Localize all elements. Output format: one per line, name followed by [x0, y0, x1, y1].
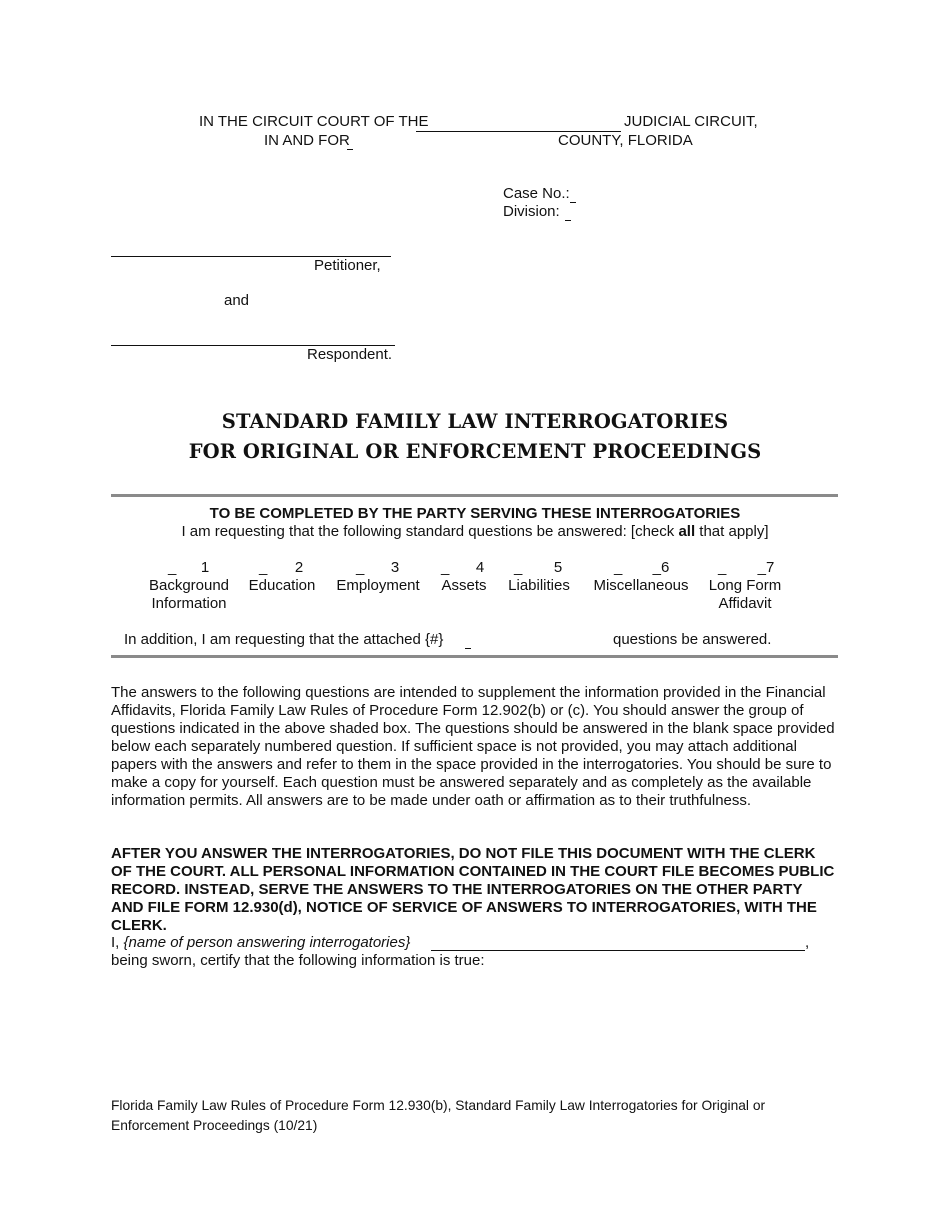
option-label-assets: Assets: [441, 577, 487, 594]
option-label-liabilities: Liabilities: [508, 577, 570, 594]
form-title-line1: STANDARD FAMILY LAW INTERROGATORIES: [221, 410, 729, 433]
option-number-2: 2: [294, 559, 304, 576]
option-number-3: 3: [390, 559, 400, 576]
checkbox-background-information[interactable]: _: [168, 559, 177, 576]
checkbox-education[interactable]: _: [259, 559, 268, 576]
additional-questions-label: In addition, I am requesting that the attached {#}: [124, 631, 444, 648]
instruction-text-bold: all: [678, 523, 696, 540]
box-top-rule: [111, 494, 838, 497]
petitioner-label: Petitioner,: [314, 257, 381, 274]
option-label-long-form: Long Form: [708, 577, 782, 594]
box-bottom-rule: [111, 655, 838, 658]
oath-prefix: I,: [111, 934, 124, 951]
option-number-7-digit: 7: [766, 559, 775, 576]
instruction-text-b: that apply]: [695, 523, 769, 540]
instructions-paragraph: The answers to the following questions are intended to supplement the information provided in the Financial Affidavits, Florida Family Law Rules of Procedure Form 12.902(b) or (c). You should answer the group of questions indicated in the above shaded box. The questions should be answered in the blank space provided below each separately numbered question. If sufficient space is not provided, you may attach additional papers with the answers and refer to them in the space provided in the interrogatories. You should be sure to make a copy for yourself. Each question must be answered separately and as completely as the available information permits. All answers are to be made under oath or affirmation as to their truthfulness.: [111, 684, 835, 809]
checkbox-long-form-affidavit[interactable]: _: [718, 559, 727, 576]
checkbox-assets[interactable]: _: [441, 559, 450, 576]
footer-line1: Florida Family Law Rules of Procedure Form 12.930(b), Standard Family Law Interrogatories for Original or: [111, 1098, 766, 1113]
option-number-1: 1: [200, 559, 210, 576]
option-label-information: Information: [151, 595, 227, 612]
option-number-4: 4: [475, 559, 485, 576]
option-label-education: Education: [248, 577, 316, 594]
option-number-6: _6: [652, 559, 670, 576]
form-title-line2: FOR ORIGINAL OR ENFORCEMENT PROCEEDINGS: [188, 440, 762, 463]
respondent-label: Respondent.: [307, 346, 393, 363]
warning-paragraph: AFTER YOU ANSWER THE INTERROGATORIES, DO NOT FILE THIS DOCUMENT WITH THE CLERK OF THE COURT. ALL PERSONAL INFORMATION CONTAINED IN THE COURT FILE BECOMES PUBLIC RECORD. INSTEAD, SERVE THE ANSWERS TO THE INTERROGATORIES ON THE OTHER PARTY AND FILE FORM 12.930(d), NOTICE OF SERVICE OF ANSWERS TO INTERROGATORIES, WITH THE CLERK.: [111, 845, 835, 934]
box-heading: TO BE COMPLETED BY THE PARTY SERVING THESE INTERROGATORIES: [209, 505, 741, 522]
judicial-circuit-label: JUDICIAL CIRCUIT,: [624, 113, 758, 130]
and-label: and: [224, 292, 250, 309]
oath-line: [111, 934, 410, 952]
division-label: Division:: [503, 203, 560, 220]
oath-certify-line: being sworn, certify that the following information is true:: [111, 952, 485, 969]
option-label-affidavit: Affidavit: [718, 595, 772, 612]
in-and-for-label: IN AND FOR: [264, 132, 350, 149]
court-circuit-label: IN THE CIRCUIT COURT OF THE: [199, 113, 429, 130]
option-number-7: _7: [757, 559, 775, 576]
option-number-5: 5: [553, 559, 563, 576]
instruction-text-a: I am requesting that the following standard questions be answered: [check: [181, 523, 679, 540]
additional-questions-suffix: questions be answered.: [613, 631, 772, 648]
checkbox-employment[interactable]: _: [356, 559, 365, 576]
footer-line2: Enforcement Proceedings (10/21): [111, 1118, 318, 1133]
case-number-label: Case No.:: [503, 185, 570, 202]
county-field[interactable]: [347, 149, 353, 150]
county-florida-label: COUNTY, FLORIDA: [558, 132, 693, 149]
additional-questions-count-field[interactable]: [465, 648, 471, 649]
option-label-miscellaneous: Miscellaneous: [593, 577, 689, 594]
answering-person-name-field[interactable]: [431, 950, 805, 951]
oath-name-hint: {name of person answering interrogatories}: [123, 934, 411, 951]
checkbox-liabilities[interactable]: _: [514, 559, 523, 576]
case-number-field[interactable]: [570, 202, 576, 203]
checkbox-miscellaneous[interactable]: _: [614, 559, 623, 576]
oath-comma: ,: [805, 934, 810, 951]
division-field[interactable]: [565, 220, 571, 221]
option-label-background: Background: [148, 577, 230, 594]
box-instruction: [0, 523, 950, 541]
option-number-6-digit: 6: [661, 559, 670, 576]
option-label-employment: Employment: [336, 577, 420, 594]
